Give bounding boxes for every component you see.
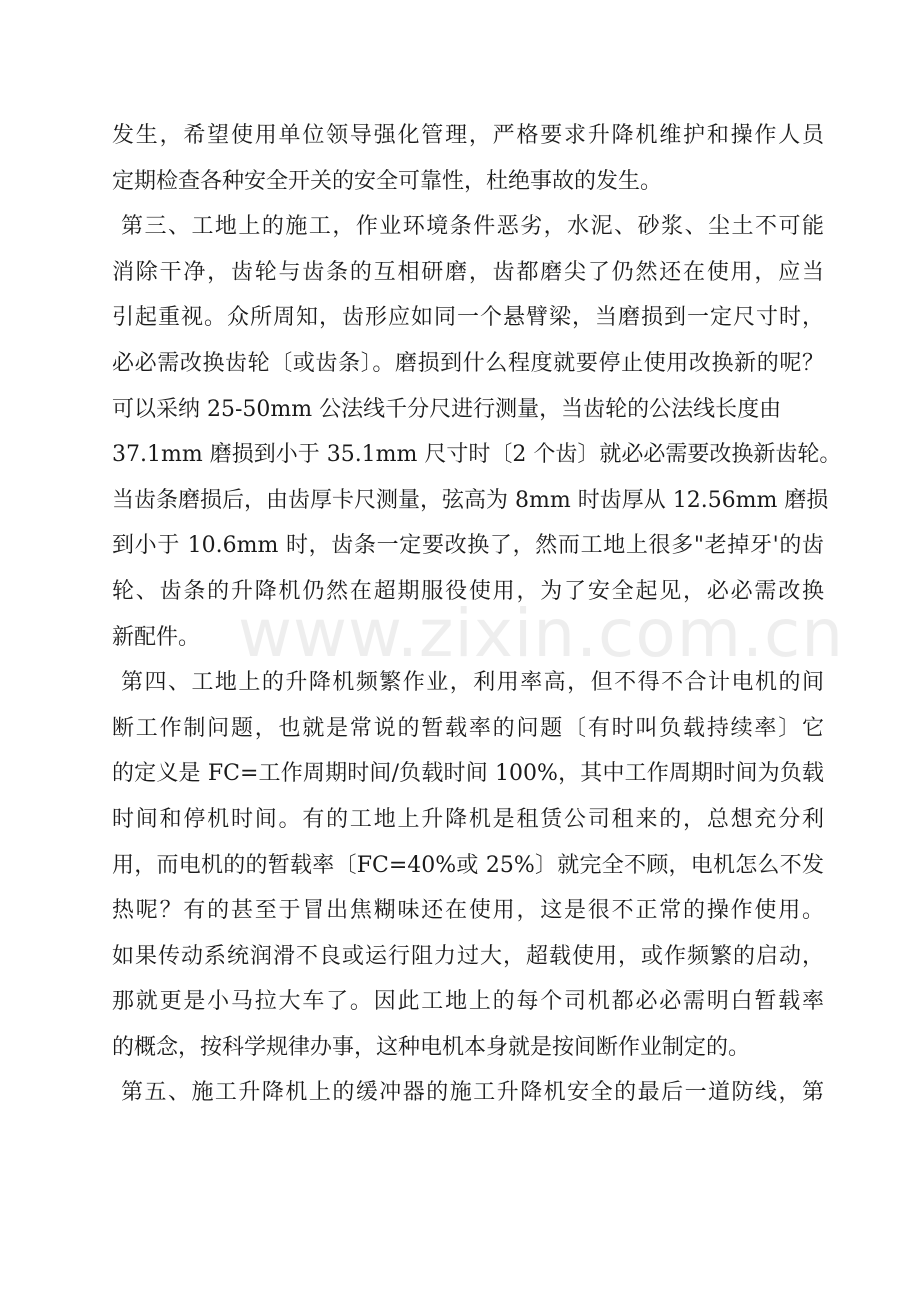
text-line: 到小于 10.6mm 时，齿条一定要改换了，然而工地上很多"老掉牙'的齿 [112,533,824,559]
text-line: 37.1mm 磨损到小于 35.1mm 尺寸时〔2 个齿〕就必必需要改换新齿轮。 [112,442,842,468]
text-line: 时间和停机时间。有的工地上升降机是租赁公司租来的，总想充分利 [112,806,824,832]
text-line: 当齿条磨损后，由齿厚卡尺测量，弦高为 8mm 时齿厚从 12.56mm 磨损 [112,487,829,513]
text-line: 用，而电机的的暂载率〔FC=40%或 25%〕就完全不顾，电机怎么不发 [112,852,824,878]
text-line: 第三、工地上的施工，作业环境条件恶劣，水泥、砂浆、尘土不可能 [121,214,824,240]
watermark: www.zixin.com.cn [238,595,845,672]
text-line: 断工作制问题，也就是常说的暂载率的问题〔有时叫负载持续率〕它 [112,715,824,741]
text-line: 的定义是 FC=工作周期时间/负载时间 100%，其中工作周期时间为负载 [112,761,824,787]
text-line: 可以采纳 25-50mm 公法线千分尺进行测量，当齿轮的公法线长度由 [112,396,782,422]
text-line: 新配件。 [112,624,201,650]
text-line: 热呢？有的甚至于冒出焦糊味还在使用，这是很不正常的操作使用。 [112,898,824,924]
text-line: 如果传动系统润滑不良或运行阻力过大，超载使用，或作频繁的启动， [112,943,824,969]
text-line: 消除干净，齿轮与齿条的互相研磨，齿都磨尖了仍然还在使用，应当 [112,259,824,285]
text-line: 的概念，按科学规律办事，这种电机本身就是按间断作业制定的。 [112,1034,751,1060]
document-body [112,113,842,1116]
text-line: 那就更是小马拉大车了。因此工地上的每个司机都必必需明白暂载率 [112,989,824,1015]
text-line: 引起重视。众所周知，齿形应如同一个悬臂梁，当磨损到一定尺寸时， [112,305,824,331]
text-line: 轮、齿条的升降机仍然在超期服役使用，为了安全起见，必必需改换 [112,578,824,604]
text-line: 必必需改换齿轮〔或齿条〕。磨损到什么程度就要停止使用改换新的呢？ [112,350,824,376]
text-line: 第四、工地上的升降机频繁作业，利用率高，但不得不合计电机的间 [121,670,824,696]
text-line: 发生，希望使用单位领导强化管理，严格要求升降机维护和操作人员 [112,123,824,148]
text-line: 第五、施工升降机上的缓冲器的施工升降机安全的最后一道防线，第 [121,1080,824,1106]
text-line: 定期检查各种安全开关的安全可靠性，杜绝事故的发生。 [112,168,663,194]
